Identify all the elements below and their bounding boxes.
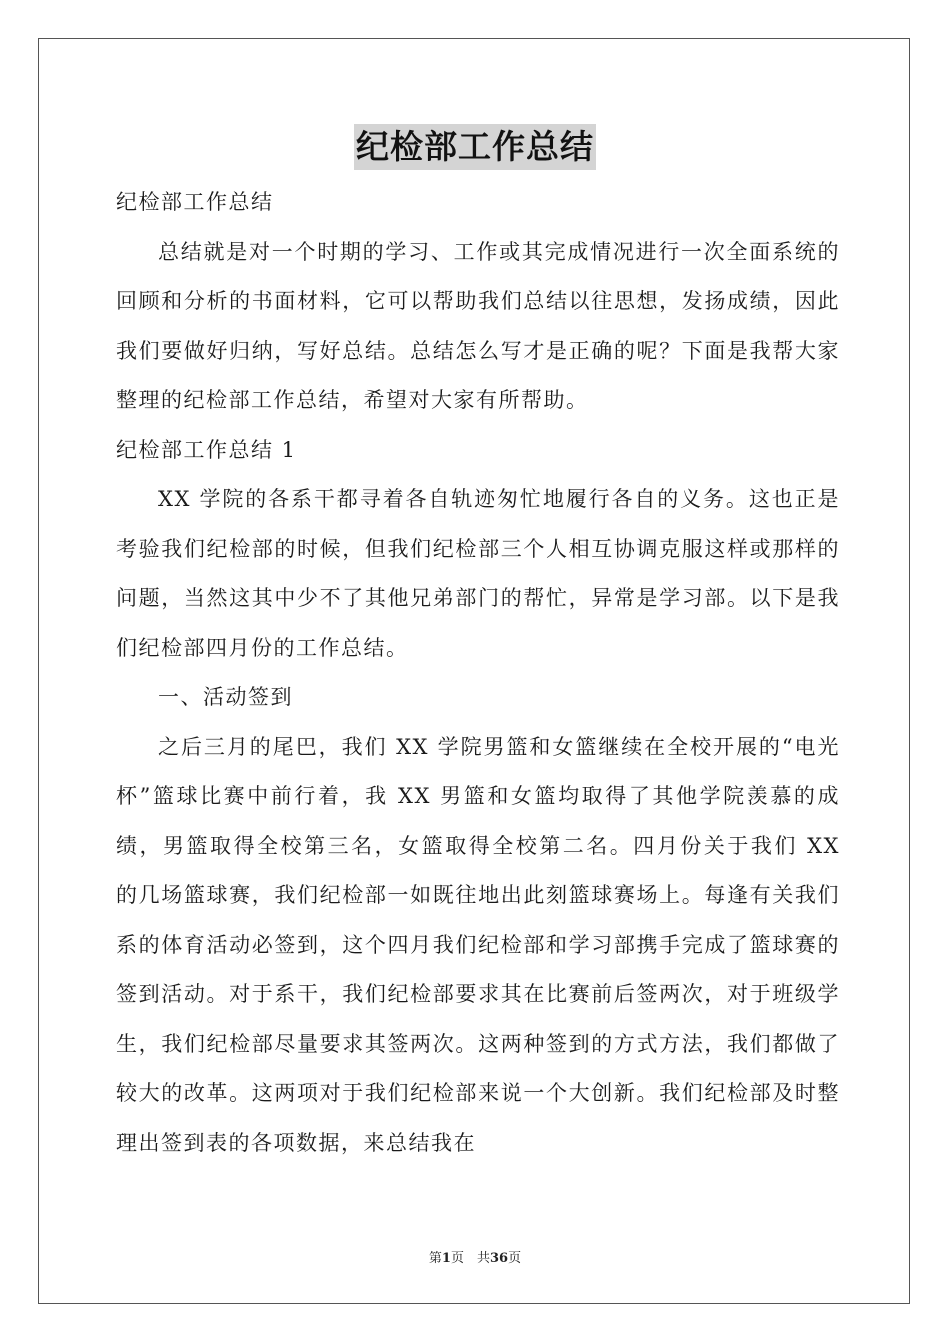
page-label-mid: 页 共: [450, 1251, 490, 1266]
document-title: 纪检部工作总结: [354, 124, 596, 170]
section-heading: 纪检部工作总结 1: [116, 437, 297, 462]
body-paragraph: 之后三月的尾巴，我们 XX 学院男篮和女篮继续在全校开展的“电光杯”篮球比赛中前行着，我 XX 男篮和女篮均取得了其他学院羡慕的成绩，男篮取得全校第三名，女篮取得全校第二名。四月份关于我们 XX 的几场篮球赛，我们纪检部一如既往地出此刻篮球赛场上。每逢有关我们系的体育活动必签到，这个四月我们纪检部和学习部携手完成了篮球赛的签到活动。对于系干，我们纪检部要求其在比赛前后签两次，对于班级学生，我们纪检部尽量要求其签两次。这两种签到的方式方法，我们都做了较大的改革。这两项对于我们纪检部来说一个大创新。我们纪检部及时整理出签到表的各项数据，来总结我在: [116, 734, 840, 1155]
subsection-heading: 一、活动签到: [158, 685, 293, 709]
current-page-number: 1: [441, 1251, 451, 1266]
page-label-suffix: 页: [508, 1251, 522, 1266]
page-label-prefix: 第: [428, 1251, 442, 1266]
title-container: [0, 124, 950, 170]
document-body: [116, 178, 840, 1168]
body-paragraph: XX 学院的各系干都寻着各自轨迹匆忙地履行各自的义务。这也正是考验我们纪检部的时候，但我们纪检部三个人相互协调克服这样或那样的问题，当然这其中少不了其他兄弟部门的帮忙，异常是学习部。以下是我们纪检部四月份的工作总结。: [116, 487, 840, 660]
body-paragraph: 纪检部工作总结: [116, 190, 274, 214]
body-paragraph: 总结就是对一个时期的学习、工作或其完成情况进行一次全面系统的回顾和分析的书面材料，它可以帮助我们总结以往思想，发扬成绩，因此我们要做好归纳，写好总结。总结怎么写才是正确的呢？下面是我帮大家整理的纪检部工作总结，希望对大家有所帮助。: [116, 239, 840, 412]
page-number-footer: [0, 1247, 950, 1266]
total-page-count: 36: [489, 1251, 509, 1266]
